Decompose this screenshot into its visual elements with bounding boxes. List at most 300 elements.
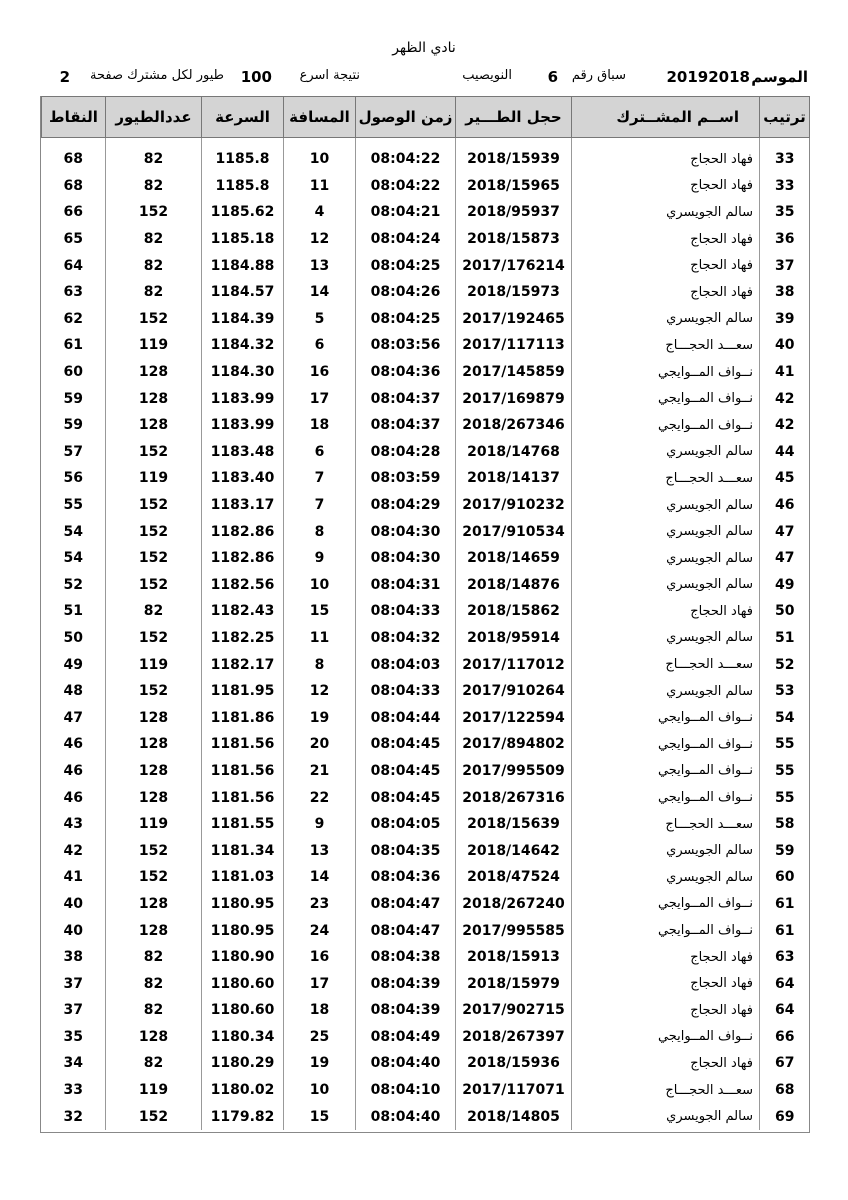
points-cell: 65 — [63, 231, 83, 248]
distance-cell: 24 — [284, 917, 356, 944]
distance-cell: 16 — [284, 944, 356, 971]
table-row — [42, 1077, 810, 1104]
points-cell: 38 — [63, 949, 83, 966]
participant-name-cell: نــواف المــوايجي — [572, 731, 760, 758]
table-row — [42, 439, 810, 466]
ring-number-cell: 2018/15936 — [456, 1050, 572, 1077]
rank-cell: 44 — [760, 439, 810, 466]
points-cell: 52 — [63, 576, 83, 593]
table-row — [42, 997, 810, 1024]
speed-cell: 1181.56 — [202, 758, 284, 785]
points-cell: 42 — [63, 842, 83, 859]
table-row — [42, 704, 810, 731]
arrival-time-cell: 08:04:33 — [356, 598, 456, 625]
col-header-distance: المسافة — [284, 97, 356, 138]
participant-name-cell: فهاد الحجاج — [572, 279, 760, 306]
participant-name-cell: سالم الجويسري — [572, 306, 760, 333]
points-cell: 34 — [63, 1055, 83, 1072]
birds-count-cell: 152 — [106, 678, 202, 705]
rank-cell: 47 — [760, 545, 810, 572]
table-row — [42, 252, 810, 279]
points-cell: 55 — [63, 497, 83, 514]
participant-name-cell: سالم الجويسري — [572, 1103, 760, 1130]
points-cell: 48 — [63, 683, 83, 700]
participant-name-cell: سالم الجويسري — [572, 625, 760, 652]
rank-cell: 53 — [760, 678, 810, 705]
rank-cell: 64 — [760, 997, 810, 1024]
speed-cell: 1183.99 — [202, 412, 284, 439]
table-row — [42, 758, 810, 785]
speed-cell: 1182.17 — [202, 651, 284, 678]
distance-cell: 7 — [284, 492, 356, 519]
ring-number-cell: 2017/192465 — [456, 306, 572, 333]
participant-name-cell: سالم الجويسري — [572, 492, 760, 519]
rank-cell: 46 — [760, 492, 810, 519]
ring-number-cell: 2018/47524 — [456, 864, 572, 891]
speed-cell: 1183.17 — [202, 492, 284, 519]
table-row — [42, 731, 810, 758]
birds-count-cell: 128 — [106, 1024, 202, 1051]
distance-cell: 10 — [284, 572, 356, 599]
arrival-time-cell: 08:04:36 — [356, 359, 456, 386]
col-header-time: زمن الوصول — [356, 97, 456, 138]
ring-number-cell: 2017/145859 — [456, 359, 572, 386]
birds-count-cell: 82 — [106, 1050, 202, 1077]
table-row — [42, 279, 810, 306]
speed-cell: 1182.86 — [202, 518, 284, 545]
birds-count-cell: 128 — [106, 385, 202, 412]
participant-name-cell: سالم الجويسري — [572, 545, 760, 572]
participant-name-cell: فهاد الحجاج — [572, 146, 760, 173]
rank-cell: 67 — [760, 1050, 810, 1077]
distance-cell: 13 — [284, 837, 356, 864]
arrival-time-cell: 08:04:30 — [356, 545, 456, 572]
distance-cell: 22 — [284, 784, 356, 811]
rank-cell: 42 — [760, 412, 810, 439]
birds-count-cell: 128 — [106, 704, 202, 731]
participant-name-cell: نــواف المــوايجي — [572, 412, 760, 439]
ring-number-cell: 2018/15939 — [456, 146, 572, 173]
ring-number-cell: 2017/117012 — [456, 651, 572, 678]
ring-number-cell: 2017/176214 — [456, 252, 572, 279]
season-label: الموسم — [751, 68, 808, 86]
speed-cell: 1180.34 — [202, 1024, 284, 1051]
participant-name-cell: فهاد الحجاج — [572, 173, 760, 200]
birds-count-cell: 119 — [106, 811, 202, 838]
distance-cell: 15 — [284, 1103, 356, 1130]
arrival-time-cell: 08:04:30 — [356, 518, 456, 545]
distance-cell: 14 — [284, 864, 356, 891]
distance-cell: 18 — [284, 997, 356, 1024]
col-header-name: اســم المشــترك — [572, 97, 760, 138]
ring-number-cell: 2018/15965 — [456, 173, 572, 200]
ring-number-cell: 2018/15913 — [456, 944, 572, 971]
participant-name-cell: فهاد الحجاج — [572, 997, 760, 1024]
ring-number-cell: 2017/910534 — [456, 518, 572, 545]
distance-cell: 11 — [284, 625, 356, 652]
rank-cell: 36 — [760, 226, 810, 253]
ring-number-cell: 2017/122594 — [456, 704, 572, 731]
rank-cell: 52 — [760, 651, 810, 678]
speed-cell: 1180.60 — [202, 997, 284, 1024]
table-row — [42, 146, 810, 173]
header-gap — [42, 138, 810, 147]
rank-cell: 54 — [760, 704, 810, 731]
table-row — [42, 837, 810, 864]
participant-name-cell: سالم الجويسري — [572, 439, 760, 466]
distance-cell: 20 — [284, 731, 356, 758]
col-header-speed: السرعة — [202, 97, 284, 138]
arrival-time-cell: 08:04:47 — [356, 891, 456, 918]
distance-cell: 21 — [284, 758, 356, 785]
speed-cell: 1183.48 — [202, 439, 284, 466]
arrival-time-cell: 08:04:28 — [356, 439, 456, 466]
arrival-time-cell: 08:04:49 — [356, 1024, 456, 1051]
participant-name-cell: فهاد الحجاج — [572, 970, 760, 997]
arrival-time-cell: 08:04:39 — [356, 970, 456, 997]
speed-cell: 1180.95 — [202, 917, 284, 944]
rank-cell: 68 — [760, 1077, 810, 1104]
rank-cell: 35 — [760, 199, 810, 226]
distance-cell: 19 — [284, 1050, 356, 1077]
participant-name-cell: نــواف المــوايجي — [572, 1024, 760, 1051]
points-cell: 37 — [63, 1002, 83, 1019]
table-row — [42, 970, 810, 997]
arrival-time-cell: 08:04:10 — [356, 1077, 456, 1104]
points-cell: 43 — [63, 816, 83, 833]
col-header-points: النقاط — [42, 97, 106, 138]
participant-name-cell: سالم الجويسري — [572, 837, 760, 864]
arrival-time-cell: 08:04:29 — [356, 492, 456, 519]
points-cell: 49 — [63, 656, 83, 673]
participant-name-cell: نــواف المــوايجي — [572, 784, 760, 811]
birds-count-cell: 152 — [106, 1103, 202, 1130]
participant-name-cell: نــواف المــوايجي — [572, 891, 760, 918]
distance-cell: 9 — [284, 545, 356, 572]
rank-cell: 61 — [760, 891, 810, 918]
rank-cell: 49 — [760, 572, 810, 599]
ring-number-cell: 2018/267316 — [456, 784, 572, 811]
birds-count-cell: 152 — [106, 439, 202, 466]
table-row — [42, 359, 810, 386]
distance-cell: 17 — [284, 970, 356, 997]
birds-count-cell: 82 — [106, 944, 202, 971]
rank-cell: 41 — [760, 359, 810, 386]
speed-cell: 1184.88 — [202, 252, 284, 279]
arrival-time-cell: 08:04:21 — [356, 199, 456, 226]
rank-cell: 37 — [760, 252, 810, 279]
speed-cell: 1181.86 — [202, 704, 284, 731]
rank-cell: 61 — [760, 917, 810, 944]
table-row — [42, 811, 810, 838]
distance-cell: 23 — [284, 891, 356, 918]
speed-cell: 1185.8 — [202, 173, 284, 200]
birds-count-cell: 152 — [106, 837, 202, 864]
rank-cell: 64 — [760, 970, 810, 997]
table-row — [42, 412, 810, 439]
distance-cell: 12 — [284, 226, 356, 253]
birds-count-cell: 119 — [106, 1077, 202, 1104]
points-cell: 59 — [63, 417, 83, 434]
season-value: 20192018 — [666, 68, 750, 86]
distance-cell: 7 — [284, 465, 356, 492]
birds-count-cell: 152 — [106, 864, 202, 891]
ring-number-cell: 2018/15979 — [456, 970, 572, 997]
ring-number-cell: 2018/15873 — [456, 226, 572, 253]
points-cell: 66 — [63, 204, 83, 221]
participant-name-cell: فهاد الحجاج — [572, 944, 760, 971]
table-row — [42, 492, 810, 519]
birds-count-cell: 119 — [106, 465, 202, 492]
distance-cell: 18 — [284, 412, 356, 439]
rank-cell: 40 — [760, 332, 810, 359]
ring-number-cell: 2018/14659 — [456, 545, 572, 572]
ring-number-cell: 2018/14805 — [456, 1103, 572, 1130]
table-row — [42, 1024, 810, 1051]
points-cell: 40 — [63, 922, 83, 939]
points-cell: 37 — [63, 975, 83, 992]
distance-cell: 9 — [284, 811, 356, 838]
table-row — [42, 678, 810, 705]
result-count: 100 — [240, 68, 272, 86]
points-cell: 51 — [63, 603, 83, 620]
speed-cell: 1180.90 — [202, 944, 284, 971]
rank-cell: 58 — [760, 811, 810, 838]
col-header-ring: حجل الطـــير — [456, 97, 572, 138]
table-row — [42, 784, 810, 811]
table-row — [42, 572, 810, 599]
birds-count-cell: 152 — [106, 492, 202, 519]
distance-cell: 11 — [284, 173, 356, 200]
points-cell: 59 — [63, 390, 83, 407]
speed-cell: 1185.18 — [202, 226, 284, 253]
participant-name-cell: سالم الجويسري — [572, 199, 760, 226]
birds-count-cell: 82 — [106, 970, 202, 997]
birds-count-cell: 128 — [106, 917, 202, 944]
rank-cell: 66 — [760, 1024, 810, 1051]
table-row — [42, 385, 810, 412]
distance-cell: 14 — [284, 279, 356, 306]
birds-count-cell: 152 — [106, 625, 202, 652]
ring-number-cell: 2018/14768 — [456, 439, 572, 466]
ring-number-cell: 2017/117071 — [456, 1077, 572, 1104]
rank-cell: 42 — [760, 385, 810, 412]
birds-count-cell: 128 — [106, 758, 202, 785]
ring-number-cell: 2017/910232 — [456, 492, 572, 519]
speed-cell: 1184.57 — [202, 279, 284, 306]
arrival-time-cell: 08:04:22 — [356, 146, 456, 173]
arrival-time-cell: 08:04:33 — [356, 678, 456, 705]
rank-cell: 50 — [760, 598, 810, 625]
arrival-time-cell: 08:04:38 — [356, 944, 456, 971]
speed-cell: 1181.34 — [202, 837, 284, 864]
points-cell: 33 — [63, 1082, 83, 1099]
speed-cell: 1180.02 — [202, 1077, 284, 1104]
distance-cell: 6 — [284, 439, 356, 466]
participant-name-cell: سالم الجويسري — [572, 518, 760, 545]
rank-cell: 45 — [760, 465, 810, 492]
ring-number-cell: 2018/267240 — [456, 891, 572, 918]
table-row — [42, 199, 810, 226]
ring-number-cell: 2018/267397 — [456, 1024, 572, 1051]
points-cell: 47 — [63, 709, 83, 726]
points-cell: 32 — [63, 1108, 83, 1125]
birds-count-cell: 82 — [106, 226, 202, 253]
birds-count-cell: 152 — [106, 518, 202, 545]
participant-name-cell: سعـــد الحجـــاج — [572, 332, 760, 359]
arrival-time-cell: 08:04:26 — [356, 279, 456, 306]
rank-cell: 55 — [760, 731, 810, 758]
table-row — [42, 465, 810, 492]
participant-name-cell: سعـــد الحجـــاج — [572, 465, 760, 492]
distance-cell: 19 — [284, 704, 356, 731]
birds-count-cell: 82 — [106, 279, 202, 306]
speed-cell: 1181.95 — [202, 678, 284, 705]
points-cell: 46 — [63, 789, 83, 806]
speed-cell: 1185.62 — [202, 199, 284, 226]
ring-number-cell: 2018/95914 — [456, 625, 572, 652]
arrival-time-cell: 08:04:37 — [356, 412, 456, 439]
birds-count-cell: 152 — [106, 545, 202, 572]
distance-cell: 5 — [284, 306, 356, 333]
arrival-time-cell: 08:04:37 — [356, 385, 456, 412]
page-number: 2 — [59, 68, 70, 86]
birds-count-cell: 128 — [106, 359, 202, 386]
participant-name-cell: نــواف المــوايجي — [572, 917, 760, 944]
ring-number-cell: 2018/14137 — [456, 465, 572, 492]
arrival-time-cell: 08:03:56 — [356, 332, 456, 359]
arrival-time-cell: 08:04:40 — [356, 1050, 456, 1077]
distance-cell: 4 — [284, 199, 356, 226]
points-cell: 54 — [63, 523, 83, 540]
participant-name-cell: نــواف المــوايجي — [572, 359, 760, 386]
distance-cell: 8 — [284, 518, 356, 545]
speed-cell: 1184.30 — [202, 359, 284, 386]
ring-number-cell: 2017/995585 — [456, 917, 572, 944]
rank-cell: 69 — [760, 1103, 810, 1130]
distance-cell: 25 — [284, 1024, 356, 1051]
birds-count-cell: 82 — [106, 252, 202, 279]
points-cell: 40 — [63, 895, 83, 912]
distance-cell: 15 — [284, 598, 356, 625]
table-row — [42, 651, 810, 678]
points-cell: 57 — [63, 443, 83, 460]
participant-name-cell: نــواف المــوايجي — [572, 385, 760, 412]
birds-count-cell: 82 — [106, 598, 202, 625]
distance-cell: 17 — [284, 385, 356, 412]
rank-cell: 39 — [760, 306, 810, 333]
participant-name-cell: سعـــد الحجـــاج — [572, 651, 760, 678]
speed-cell: 1182.25 — [202, 625, 284, 652]
speed-cell: 1181.56 — [202, 784, 284, 811]
arrival-time-cell: 08:04:36 — [356, 864, 456, 891]
birds-count-cell: 119 — [106, 651, 202, 678]
col-header-birds: عددالطيور — [106, 97, 202, 138]
participant-name-cell: سالم الجويسري — [572, 572, 760, 599]
points-cell: 35 — [63, 1028, 83, 1045]
points-cell: 46 — [63, 762, 83, 779]
arrival-time-cell: 08:04:25 — [356, 306, 456, 333]
speed-cell: 1179.82 — [202, 1103, 284, 1130]
rank-cell: 33 — [760, 146, 810, 173]
table-row — [42, 226, 810, 253]
race-location: النويصيب — [462, 68, 512, 83]
distance-cell: 16 — [284, 359, 356, 386]
result-label: نتيجة اسرع — [299, 68, 360, 83]
table-row — [42, 1050, 810, 1077]
participant-name-cell: فهاد الحجاج — [572, 226, 760, 253]
table-row — [42, 173, 810, 200]
table-row — [42, 917, 810, 944]
speed-cell: 1181.03 — [202, 864, 284, 891]
participant-name-cell: فهاد الحجاج — [572, 252, 760, 279]
birds-count-cell: 82 — [106, 173, 202, 200]
points-cell: 56 — [63, 470, 83, 487]
table-row — [42, 864, 810, 891]
rank-cell: 60 — [760, 864, 810, 891]
speed-cell: 1182.86 — [202, 545, 284, 572]
results-table — [41, 96, 810, 1130]
col-header-rank: ترتيب — [760, 97, 810, 138]
arrival-time-cell: 08:04:39 — [356, 997, 456, 1024]
birds-count-cell: 82 — [106, 146, 202, 173]
table-row — [42, 1103, 810, 1130]
points-cell: 64 — [63, 257, 83, 274]
speed-cell: 1182.43 — [202, 598, 284, 625]
club-name: نادي الظهر — [392, 40, 456, 56]
points-cell: 54 — [63, 550, 83, 567]
distance-cell: 6 — [284, 332, 356, 359]
arrival-time-cell: 08:04:45 — [356, 784, 456, 811]
participant-name-cell: فهاد الحجاج — [572, 598, 760, 625]
table-row — [42, 545, 810, 572]
ring-number-cell: 2018/95937 — [456, 199, 572, 226]
participant-name-cell: سعـــد الحجـــاج — [572, 1077, 760, 1104]
points-cell: 61 — [63, 337, 83, 354]
rank-cell: 33 — [760, 173, 810, 200]
arrival-time-cell: 08:04:40 — [356, 1103, 456, 1130]
arrival-time-cell: 08:04:25 — [356, 252, 456, 279]
distance-cell: 10 — [284, 146, 356, 173]
speed-cell: 1180.29 — [202, 1050, 284, 1077]
points-cell: 68 — [63, 151, 83, 168]
ring-number-cell: 2017/902715 — [456, 997, 572, 1024]
participant-name-cell: سالم الجويسري — [572, 864, 760, 891]
rank-cell: 51 — [760, 625, 810, 652]
race-label: سباق رقم — [571, 68, 626, 83]
points-cell: 50 — [63, 629, 83, 646]
birds-count-cell: 128 — [106, 731, 202, 758]
rank-cell: 55 — [760, 758, 810, 785]
rank-cell: 47 — [760, 518, 810, 545]
table-row — [42, 518, 810, 545]
points-cell: 63 — [63, 284, 83, 301]
birds-count-cell: 119 — [106, 332, 202, 359]
ring-number-cell: 2018/15973 — [456, 279, 572, 306]
distance-cell: 10 — [284, 1077, 356, 1104]
table-header-row — [42, 97, 810, 138]
participant-name-cell: نــواف المــوايجي — [572, 704, 760, 731]
distance-cell: 8 — [284, 651, 356, 678]
per-participant-label: طيور لكل مشترك صفحة — [90, 68, 224, 83]
ring-number-cell: 2018/15862 — [456, 598, 572, 625]
race-info-bar — [40, 68, 808, 90]
points-cell: 46 — [63, 736, 83, 753]
ring-number-cell: 2017/995509 — [456, 758, 572, 785]
speed-cell: 1181.55 — [202, 811, 284, 838]
participant-name-cell: سالم الجويسري — [572, 678, 760, 705]
birds-count-cell: 152 — [106, 306, 202, 333]
